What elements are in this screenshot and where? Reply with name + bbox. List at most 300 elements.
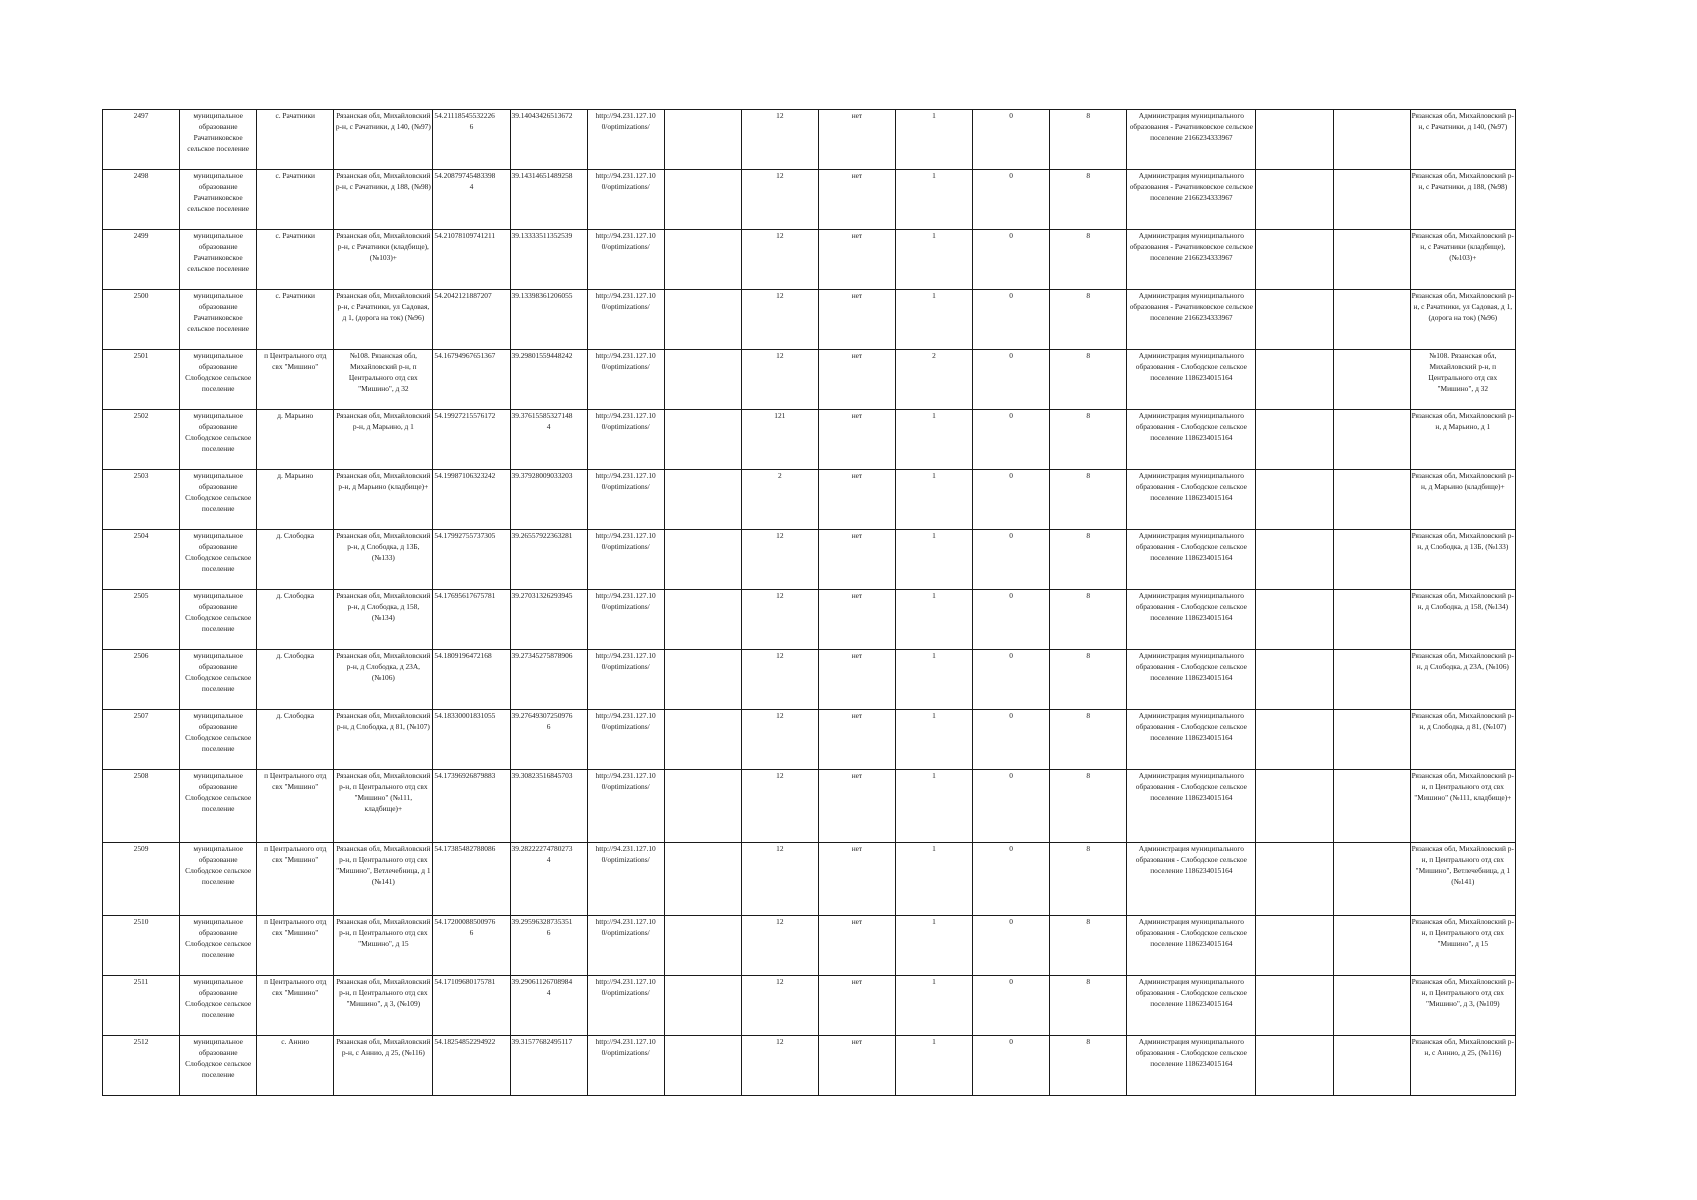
administration-cell: Администрация муниципального образования - Слободское сельское поселение 1186234015164 [1127, 470, 1256, 530]
flag-cell: нет [818, 290, 895, 350]
longitude-value: 39.14314651489258 [511, 171, 573, 180]
empty-cell [664, 1036, 741, 1096]
settlement-cell: с. Рачатники [257, 170, 334, 230]
municipal-entity-cell: муниципальное образование Слободское сельское поселение [180, 976, 257, 1036]
url-cell: http://94.231.127.10 0/optimizations/ [587, 170, 664, 230]
count-cell: 2 [895, 350, 972, 410]
count-cell: 1 [895, 650, 972, 710]
count-cell: 1 [895, 230, 972, 290]
flag-cell: нет [818, 410, 895, 470]
empty-cell [1256, 110, 1333, 170]
value-cell: 12 [741, 916, 818, 976]
address-repeat-cell: Рязанская обл, Михайловский р-н, п Центрального отд свх "Мишино", д 15 [1410, 916, 1515, 976]
latitude-cell [433, 530, 510, 590]
empty-cell [1333, 470, 1410, 530]
municipal-entity-cell: муниципальное образование Слободское сельское поселение [180, 1036, 257, 1096]
empty-cell [1333, 770, 1410, 843]
flag-cell: нет [818, 976, 895, 1036]
address-repeat-cell: Рязанская обл, Михайловский р-н, с Аннио, д 25, (№116) [1410, 1036, 1515, 1096]
latitude-value: 54.21078109741211 [434, 231, 496, 240]
empty-cell [1333, 530, 1410, 590]
zero-cell: 0 [973, 470, 1050, 530]
empty-cell [1333, 843, 1410, 916]
latitude-value: 54.16794967651367 [434, 351, 496, 360]
value-8-cell: 8 [1050, 710, 1127, 770]
table-row [103, 230, 1516, 290]
longitude-value: 39.37615585327148 [511, 411, 573, 420]
longitude-value: 39.27649307250976 [511, 711, 573, 720]
longitude-cell [510, 530, 587, 590]
municipal-entity-cell: муниципальное образование Слободское сельское поселение [180, 710, 257, 770]
longitude-value: 39.28222274780273 [511, 844, 573, 853]
url-cell: http://94.231.127.10 0/optimizations/ [587, 916, 664, 976]
table-row [103, 410, 1516, 470]
empty-cell [1256, 530, 1333, 590]
flag-cell: нет [818, 530, 895, 590]
administration-cell: Администрация муниципального образования - Слободское сельское поселение 1186234015164 [1127, 976, 1256, 1036]
value-cell: 2 [741, 470, 818, 530]
longitude-value: 39.14043426513672 [511, 111, 573, 120]
empty-cell [1333, 590, 1410, 650]
value-cell: 12 [741, 230, 818, 290]
administration-cell: Администрация муниципального образования - Слободское сельское поселение 1186234015164 [1127, 916, 1256, 976]
address-repeat-cell: Рязанская обл, Михайловский р-н, п Центрального отд свх "Мишино", д 3, (№109) [1410, 976, 1515, 1036]
row-number-cell: 2498 [103, 170, 180, 230]
value-cell: 12 [741, 350, 818, 410]
table-row [103, 1036, 1516, 1096]
empty-cell [664, 976, 741, 1036]
longitude-value: 39.29801559448242 [511, 351, 573, 360]
url-cell: http://94.231.127.10 0/optimizations/ [587, 230, 664, 290]
count-cell: 1 [895, 170, 972, 230]
municipal-entity-cell: муниципальное образование Рачатниковское сельское поселение [180, 110, 257, 170]
administration-cell: Администрация муниципального образования - Слободское сельское поселение 1186234015164 [1127, 710, 1256, 770]
flag-cell: нет [818, 843, 895, 916]
municipal-entity-cell: муниципальное образование Рачатниковское сельское поселение [180, 290, 257, 350]
longitude-cell [510, 170, 587, 230]
empty-cell [1333, 290, 1410, 350]
longitude-cell [510, 470, 587, 530]
empty-cell [664, 290, 741, 350]
row-number-cell: 2508 [103, 770, 180, 843]
value-cell: 121 [741, 410, 818, 470]
zero-cell: 0 [973, 410, 1050, 470]
empty-cell [1333, 976, 1410, 1036]
flag-cell: нет [818, 590, 895, 650]
value-8-cell: 8 [1050, 916, 1127, 976]
municipal-entity-cell: муниципальное образование Слободское сельское поселение [180, 530, 257, 590]
value-8-cell: 8 [1050, 410, 1127, 470]
table-row [103, 530, 1516, 590]
flag-cell: нет [818, 916, 895, 976]
count-cell: 1 [895, 290, 972, 350]
flag-cell: нет [818, 230, 895, 290]
empty-cell [664, 590, 741, 650]
empty-cell [1256, 410, 1333, 470]
latitude-value: 54.17992755737305 [434, 531, 496, 540]
zero-cell: 0 [973, 290, 1050, 350]
value-cell: 12 [741, 110, 818, 170]
longitude-cell [510, 230, 587, 290]
settlement-cell: с. Рачатники [257, 110, 334, 170]
flag-cell: нет [818, 650, 895, 710]
longitude-cell [510, 590, 587, 650]
zero-cell: 0 [973, 916, 1050, 976]
count-cell: 1 [895, 530, 972, 590]
url-cell: http://94.231.127.10 0/optimizations/ [587, 976, 664, 1036]
longitude-overflow: 6 [546, 722, 551, 731]
latitude-cell [433, 650, 510, 710]
address-repeat-cell: Рязанская обл, Михайловский р-н, д Марьино, д 1 [1410, 410, 1515, 470]
value-8-cell: 8 [1050, 770, 1127, 843]
longitude-value: 39.30823516845703 [511, 771, 573, 780]
administration-cell: Администрация муниципального образования - Рачатниковское сельское поселение 2166234333967 [1127, 230, 1256, 290]
latitude-overflow: 4 [469, 182, 474, 191]
value-8-cell: 8 [1050, 976, 1127, 1036]
row-number-cell: 2502 [103, 410, 180, 470]
address-cell: Рязанская обл, Михайловский р-н, с Рачатники, д 140, (№97) [334, 110, 433, 170]
settlement-cell: п Центрального отд свх "Мишино" [257, 770, 334, 843]
empty-cell [1333, 710, 1410, 770]
value-cell: 12 [741, 976, 818, 1036]
latitude-cell [433, 230, 510, 290]
latitude-cell [433, 590, 510, 650]
count-cell: 1 [895, 843, 972, 916]
latitude-value: 54.2042121887207 [434, 291, 492, 300]
latitude-value: 54.17200088500976 [434, 917, 496, 926]
zero-cell: 0 [973, 530, 1050, 590]
empty-cell [1333, 110, 1410, 170]
row-number-cell: 2499 [103, 230, 180, 290]
registry-table-body [103, 110, 1516, 1096]
address-repeat-cell: Рязанская обл, Михайловский р-н, д Слободка, д 81, (№107) [1410, 710, 1515, 770]
row-number-cell: 2509 [103, 843, 180, 916]
latitude-cell [433, 976, 510, 1036]
latitude-value: 54.19987106323242 [434, 471, 496, 480]
empty-cell [664, 770, 741, 843]
longitude-cell [510, 110, 587, 170]
settlement-cell: д. Марьино [257, 410, 334, 470]
value-8-cell: 8 [1050, 470, 1127, 530]
longitude-value: 39.37928009033203 [511, 471, 573, 480]
table-row [103, 843, 1516, 916]
address-cell: Рязанская обл, Михайловский р-н, п Центрального отд свх "Мишино", Ветлечебница, д 1 (№141) [334, 843, 433, 916]
address-cell: Рязанская обл, Михайловский р-н, д Слободка, д 81, (№107) [334, 710, 433, 770]
value-8-cell: 8 [1050, 843, 1127, 916]
address-repeat-cell: Рязанская обл, Михайловский р-н, д Слободка, д 158, (№134) [1410, 590, 1515, 650]
latitude-value: 54.1809196472168 [434, 651, 492, 660]
url-cell: http://94.231.127.10 0/optimizations/ [587, 110, 664, 170]
longitude-overflow: 4 [546, 422, 551, 431]
count-cell: 1 [895, 410, 972, 470]
address-cell: №108. Рязанская обл, Михайловский р-н, п Центрального отд свх "Мишино", д 32 [334, 350, 433, 410]
address-cell: Рязанская обл, Михайловский р-н, д Слободка, д 158, (№134) [334, 590, 433, 650]
row-number-cell: 2501 [103, 350, 180, 410]
address-cell: Рязанская обл, Михайловский р-н, д Марьино (кладбище)+ [334, 470, 433, 530]
longitude-cell [510, 650, 587, 710]
settlement-cell: с. Аннио [257, 1036, 334, 1096]
municipal-entity-cell: муниципальное образование Рачатниковское сельское поселение [180, 230, 257, 290]
url-cell: http://94.231.127.10 0/optimizations/ [587, 530, 664, 590]
table-row [103, 350, 1516, 410]
zero-cell: 0 [973, 110, 1050, 170]
administration-cell: Администрация муниципального образования - Слободское сельское поселение 1186234015164 [1127, 1036, 1256, 1096]
table-row [103, 110, 1516, 170]
table-row [103, 170, 1516, 230]
url-cell: http://94.231.127.10 0/optimizations/ [587, 470, 664, 530]
table-row [103, 770, 1516, 843]
address-cell: Рязанская обл, Михайловский р-н, с Аннио, д 25, (№116) [334, 1036, 433, 1096]
table-row [103, 590, 1516, 650]
administration-cell: Администрация муниципального образования - Рачатниковское сельское поселение 2166234333967 [1127, 170, 1256, 230]
value-cell: 12 [741, 590, 818, 650]
latitude-overflow: 6 [469, 122, 474, 131]
value-8-cell: 8 [1050, 170, 1127, 230]
municipal-entity-cell: муниципальное образование Слободское сельское поселение [180, 650, 257, 710]
value-8-cell: 8 [1050, 650, 1127, 710]
row-number-cell: 2510 [103, 916, 180, 976]
empty-cell [1256, 916, 1333, 976]
registry-table [102, 109, 1516, 1096]
longitude-value: 39.27031326293945 [511, 591, 573, 600]
zero-cell: 0 [973, 650, 1050, 710]
row-number-cell: 2512 [103, 1036, 180, 1096]
flag-cell: нет [818, 110, 895, 170]
empty-cell [664, 710, 741, 770]
address-repeat-cell: Рязанская обл, Михайловский р-н, с Рачатники, д 188, (№98) [1410, 170, 1515, 230]
settlement-cell: д. Слободка [257, 650, 334, 710]
settlement-cell: с. Рачатники [257, 290, 334, 350]
empty-cell [1256, 770, 1333, 843]
row-number-cell: 2507 [103, 710, 180, 770]
settlement-cell: д. Слободка [257, 530, 334, 590]
empty-cell [664, 650, 741, 710]
url-cell: http://94.231.127.10 0/optimizations/ [587, 710, 664, 770]
url-cell: http://94.231.127.10 0/optimizations/ [587, 410, 664, 470]
empty-cell [664, 170, 741, 230]
longitude-overflow: 6 [546, 928, 551, 937]
row-number-cell: 2500 [103, 290, 180, 350]
settlement-cell: п Центрального отд свх "Мишино" [257, 916, 334, 976]
address-cell: Рязанская обл, Михайловский р-н, д Марьино, д 1 [334, 410, 433, 470]
settlement-cell: с. Рачатники [257, 230, 334, 290]
municipal-entity-cell: муниципальное образование Слободское сельское поселение [180, 410, 257, 470]
settlement-cell: д. Слободка [257, 710, 334, 770]
address-cell: Рязанская обл, Михайловский р-н, с Рачатники, д 188, (№98) [334, 170, 433, 230]
zero-cell: 0 [973, 770, 1050, 843]
count-cell: 1 [895, 710, 972, 770]
row-number-cell: 2505 [103, 590, 180, 650]
address-repeat-cell: Рязанская обл, Михайловский р-н, д Слободка, д 13Б, (№133) [1410, 530, 1515, 590]
flag-cell: нет [818, 770, 895, 843]
empty-cell [1256, 650, 1333, 710]
empty-cell [1333, 230, 1410, 290]
empty-cell [1333, 650, 1410, 710]
empty-cell [1256, 170, 1333, 230]
empty-cell [664, 110, 741, 170]
longitude-value: 39.29596328735351 [511, 917, 573, 926]
latitude-value: 54.19927215576172 [434, 411, 496, 420]
administration-cell: Администрация муниципального образования - Слободское сельское поселение 1186234015164 [1127, 843, 1256, 916]
longitude-value: 39.31577682495117 [511, 1037, 573, 1046]
empty-cell [664, 230, 741, 290]
longitude-cell [510, 1036, 587, 1096]
value-8-cell: 8 [1050, 230, 1127, 290]
longitude-cell [510, 976, 587, 1036]
address-cell: Рязанская обл, Михайловский р-н, с Рачатники, ул Садовая, д 1, (дорога на ток) (№96) [334, 290, 433, 350]
zero-cell: 0 [973, 976, 1050, 1036]
longitude-value: 39.13398361206055 [511, 291, 573, 300]
flag-cell: нет [818, 470, 895, 530]
administration-cell: Администрация муниципального образования - Слободское сельское поселение 1186234015164 [1127, 530, 1256, 590]
administration-cell: Администрация муниципального образования - Слободское сельское поселение 1186234015164 [1127, 350, 1256, 410]
address-repeat-cell: Рязанская обл, Михайловский р-н, п Центрального отд свх "Мишино", Ветлечебница, д 1 (№141) [1410, 843, 1515, 916]
latitude-value: 54.18330001831055 [434, 711, 496, 720]
row-number-cell: 2497 [103, 110, 180, 170]
administration-cell: Администрация муниципального образования - Рачатниковское сельское поселение 2166234333967 [1127, 290, 1256, 350]
url-cell: http://94.231.127.10 0/optimizations/ [587, 770, 664, 843]
latitude-cell [433, 916, 510, 976]
settlement-cell: д. Слободка [257, 590, 334, 650]
municipal-entity-cell: муниципальное образование Слободское сельское поселение [180, 770, 257, 843]
latitude-cell [433, 410, 510, 470]
count-cell: 1 [895, 1036, 972, 1096]
value-8-cell: 8 [1050, 590, 1127, 650]
latitude-cell [433, 350, 510, 410]
empty-cell [664, 470, 741, 530]
empty-cell [664, 530, 741, 590]
empty-cell [1256, 1036, 1333, 1096]
count-cell: 1 [895, 590, 972, 650]
longitude-value: 39.26557922363281 [511, 531, 573, 540]
value-cell: 12 [741, 530, 818, 590]
empty-cell [664, 350, 741, 410]
empty-cell [1333, 410, 1410, 470]
empty-cell [664, 916, 741, 976]
latitude-cell [433, 470, 510, 530]
value-8-cell: 8 [1050, 110, 1127, 170]
latitude-value: 54.20879745483398 [434, 171, 496, 180]
address-cell: Рязанская обл, Михайловский р-н, с Рачатники (кладбище), (№103)+ [334, 230, 433, 290]
row-number-cell: 2504 [103, 530, 180, 590]
longitude-overflow: 4 [546, 988, 551, 997]
longitude-value: 39.13333511352539 [511, 231, 573, 240]
settlement-cell: д. Марьино [257, 470, 334, 530]
settlement-cell: п Центрального отд свх "Мишино" [257, 976, 334, 1036]
longitude-cell [510, 410, 587, 470]
empty-cell [664, 843, 741, 916]
longitude-cell [510, 843, 587, 916]
count-cell: 1 [895, 470, 972, 530]
empty-cell [1333, 1036, 1410, 1096]
address-cell: Рязанская обл, Михайловский р-н, д Слободка, д 23А, (№106) [334, 650, 433, 710]
longitude-overflow: 4 [546, 855, 551, 864]
municipal-entity-cell: муниципальное образование Слободское сельское поселение [180, 843, 257, 916]
latitude-cell [433, 770, 510, 843]
latitude-cell [433, 170, 510, 230]
longitude-cell [510, 710, 587, 770]
zero-cell: 0 [973, 843, 1050, 916]
value-8-cell: 8 [1050, 350, 1127, 410]
table-row [103, 650, 1516, 710]
zero-cell: 0 [973, 170, 1050, 230]
longitude-value: 39.27345275878906 [511, 651, 573, 660]
count-cell: 1 [895, 770, 972, 843]
value-cell: 12 [741, 710, 818, 770]
latitude-value: 54.17109680175781 [434, 977, 496, 986]
empty-cell [664, 410, 741, 470]
address-repeat-cell: Рязанская обл, Михайловский р-н, с Рачатники, ул Садовая, д 1, (дорога на ток) (№96) [1410, 290, 1515, 350]
administration-cell: Администрация муниципального образования - Слободское сельское поселение 1186234015164 [1127, 770, 1256, 843]
url-cell: http://94.231.127.10 0/optimizations/ [587, 590, 664, 650]
flag-cell: нет [818, 170, 895, 230]
empty-cell [1333, 350, 1410, 410]
municipal-entity-cell: муниципальное образование Слободское сельское поселение [180, 350, 257, 410]
empty-cell [1256, 470, 1333, 530]
url-cell: http://94.231.127.10 0/optimizations/ [587, 290, 664, 350]
administration-cell: Администрация муниципального образования - Рачатниковское сельское поселение 2166234333967 [1127, 110, 1256, 170]
administration-cell: Администрация муниципального образования - Слободское сельское поселение 1186234015164 [1127, 650, 1256, 710]
address-repeat-cell: Рязанская обл, Михайловский р-н, п Центрального отд свх "Мишино" (№111, кладбище)+ [1410, 770, 1515, 843]
longitude-cell [510, 290, 587, 350]
empty-cell [1256, 230, 1333, 290]
url-cell: http://94.231.127.10 0/optimizations/ [587, 650, 664, 710]
empty-cell [1256, 710, 1333, 770]
table-row [103, 916, 1516, 976]
empty-cell [1256, 290, 1333, 350]
longitude-cell [510, 350, 587, 410]
latitude-value: 54.18254852294922 [434, 1037, 496, 1046]
flag-cell: нет [818, 350, 895, 410]
municipal-entity-cell: муниципальное образование Рачатниковское сельское поселение [180, 170, 257, 230]
address-repeat-cell: Рязанская обл, Михайловский р-н, с Рачатники, д 140, (№97) [1410, 110, 1515, 170]
value-8-cell: 8 [1050, 1036, 1127, 1096]
empty-cell [1256, 590, 1333, 650]
longitude-value: 39.29061126708984 [511, 977, 573, 986]
row-number-cell: 2506 [103, 650, 180, 710]
value-8-cell: 8 [1050, 530, 1127, 590]
municipal-entity-cell: муниципальное образование Слободское сельское поселение [180, 916, 257, 976]
latitude-cell [433, 110, 510, 170]
value-cell: 12 [741, 1036, 818, 1096]
row-number-cell: 2511 [103, 976, 180, 1036]
table-row [103, 290, 1516, 350]
address-repeat-cell: Рязанская обл, Михайловский р-н, д Марьино (кладбище)+ [1410, 470, 1515, 530]
address-cell: Рязанская обл, Михайловский р-н, п Центрального отд свх "Мишино", д 3, (№109) [334, 976, 433, 1036]
empty-cell [1256, 843, 1333, 916]
settlement-cell: п Центрального отд свх "Мишино" [257, 350, 334, 410]
flag-cell: нет [818, 1036, 895, 1096]
flag-cell: нет [818, 710, 895, 770]
empty-cell [1333, 170, 1410, 230]
count-cell: 1 [895, 110, 972, 170]
longitude-cell [510, 770, 587, 843]
value-cell: 12 [741, 170, 818, 230]
latitude-cell [433, 1036, 510, 1096]
latitude-value: 54.17385482788086 [434, 844, 496, 853]
municipal-entity-cell: муниципальное образование Слободское сельское поселение [180, 470, 257, 530]
empty-cell [1256, 350, 1333, 410]
longitude-cell [510, 916, 587, 976]
latitude-cell [433, 290, 510, 350]
table-row [103, 710, 1516, 770]
address-repeat-cell: Рязанская обл, Михайловский р-н, с Рачатники (кладбище), (№103)+ [1410, 230, 1515, 290]
zero-cell: 0 [973, 230, 1050, 290]
table-row [103, 470, 1516, 530]
value-cell: 12 [741, 770, 818, 843]
empty-cell [1333, 916, 1410, 976]
value-cell: 12 [741, 290, 818, 350]
